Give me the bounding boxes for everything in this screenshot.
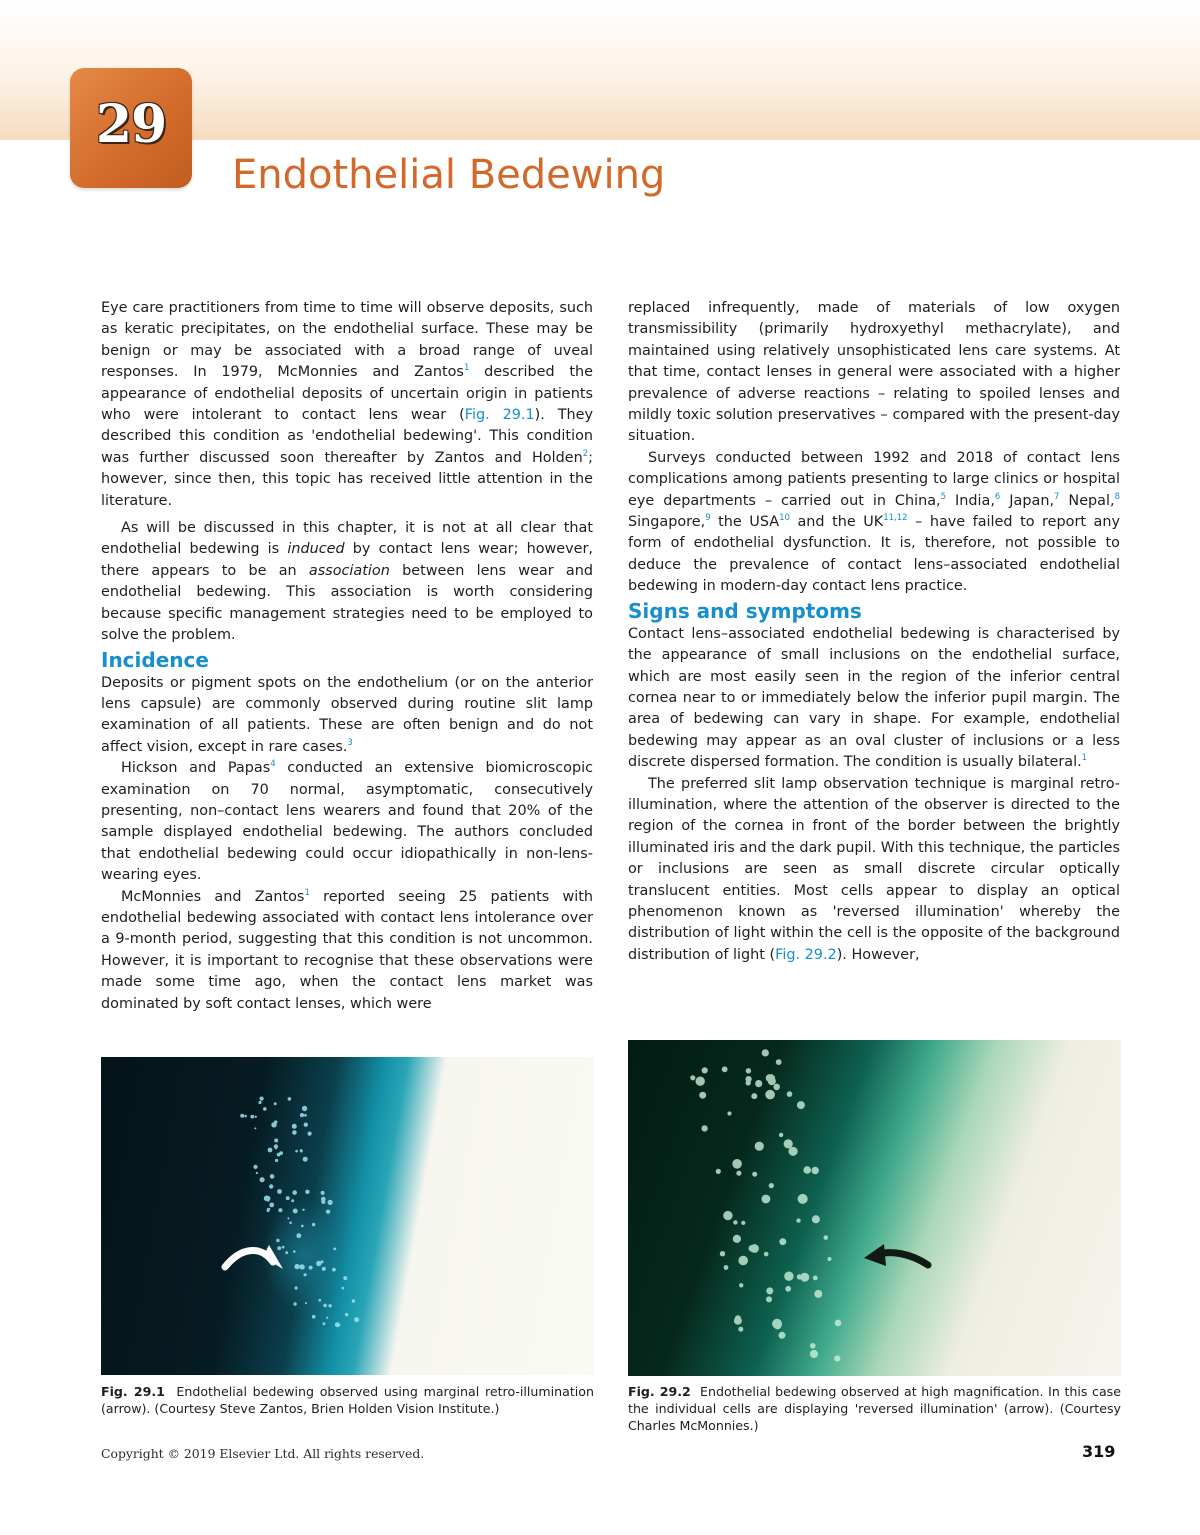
bedewing-dot (326, 1317, 328, 1319)
bedewing-cell (696, 1077, 705, 1086)
bedewing-dot (309, 1266, 313, 1270)
bedewing-dot (328, 1200, 333, 1205)
bedewing-cell (785, 1286, 791, 1292)
bedewing-cell (784, 1272, 793, 1281)
bedewing-dot (328, 1304, 331, 1307)
bedewing-dot (268, 1148, 273, 1153)
bedewing-cell (828, 1257, 832, 1261)
bedewing-cell (835, 1320, 842, 1327)
bedewing-cell (746, 1076, 752, 1082)
bedewing-cell (762, 1049, 769, 1056)
bedewing-dot (240, 1114, 244, 1118)
bedewing-dot (288, 1097, 292, 1101)
paragraph: replaced infrequently, made of materials of low oxygen transmissibility (primarily hydroxyethyl methacrylate), and maintained using relatively unsophisticated lens care systems. At that time, contact lenses in general were associated with a higher prevalence of adverse reactions – relating to spoiled lenses and mildly toxic solution preservatives – compared with the present-day situation. (628, 300, 1120, 445)
bedewing-cell (787, 1091, 793, 1097)
bedewing-dot (302, 1209, 304, 1211)
bedewing-cell (738, 1327, 743, 1332)
bedewing-dot (342, 1287, 345, 1290)
figure-29-2-illustration (628, 1040, 1121, 1376)
bedewing-dot (270, 1174, 275, 1179)
bedewing-cell (755, 1080, 762, 1087)
bedewing-dot (286, 1196, 290, 1200)
bedewing-dot (269, 1203, 274, 1208)
bedewing-cell (738, 1256, 748, 1266)
bedewing-dot (312, 1315, 316, 1319)
bedewing-cell (734, 1317, 742, 1325)
bedewing-dot (260, 1097, 264, 1101)
bedewing-dot (255, 1116, 257, 1118)
bedewing-cell (810, 1343, 816, 1349)
page-number: 319 (1082, 1442, 1116, 1461)
bedewing-dot (296, 1233, 301, 1238)
bedewing-dot (323, 1304, 327, 1308)
bedewing-cell (803, 1166, 811, 1174)
bedewing-cell (720, 1251, 725, 1256)
copyright-notice: Copyright © 2019 Elsevier Ltd. All rights reserved. (101, 1446, 425, 1461)
bedewing-dot (254, 1127, 256, 1129)
citation-ref[interactable]: 7 (1054, 491, 1060, 502)
bedewing-cell (755, 1142, 764, 1151)
bedewing-cell (750, 1244, 759, 1253)
paragraph: Eye care practitioners from time to time will observe deposits, such as keratic precipitates, on the endothelial surface. These may be benign or may be associated with a broad range of uveal responses. In 1979, McMonnies and Zantos$^1$ described the appearance of endothelial deposits of uncertain origin in patients who were intolerant to contact lens wear (Fig. 29.1). They described this condition as 'endothelial bedewing'. This condition was further discussed soon thereafter by Zantos and Holden$^2$; however, since then, this topic has received little attention in the literature. (101, 300, 594, 509)
bedewing-dot (292, 1130, 297, 1135)
bedewing-cell (702, 1067, 708, 1073)
bedewing-dot (278, 1208, 282, 1212)
bedewing-dot (352, 1299, 355, 1302)
bedewing-cell (751, 1093, 757, 1099)
bedewing-cell (736, 1171, 741, 1176)
bedewing-dot (333, 1248, 336, 1251)
citation-ref[interactable]: 8 (1114, 491, 1120, 502)
bedewing-dot (291, 1199, 294, 1202)
bedewing-dot (345, 1313, 348, 1316)
bedewing-dot (312, 1223, 315, 1226)
paragraph: Hickson and Papas$^4$ conducted an extensive biomicroscopic examination on 70 normal, asymptomatic, consecutively presenting, non–contact lens wearers and found that 20% of the sample displayed endothelial bedewing. The authors concluded that endothelial bedewing could occur idiopathically in non-lens-wearing eyes. (101, 759, 593, 884)
citation-ref[interactable]: 1 (463, 363, 470, 374)
bedewing-dot (277, 1246, 281, 1250)
bedewing-cell (813, 1276, 818, 1281)
bedewing-cell (834, 1355, 840, 1361)
bedewing-cell (724, 1265, 729, 1270)
bedewing-cell (769, 1183, 774, 1188)
bedewing-dot (277, 1189, 282, 1194)
figure-29-1-illustration (101, 1057, 594, 1375)
citation-ref[interactable]: 1 (304, 887, 310, 898)
citation-ref[interactable]: 1 (1081, 753, 1088, 764)
bedewing-dot (274, 1102, 277, 1105)
citation-ref[interactable]: 2 (582, 448, 589, 459)
bedewing-cell (732, 1159, 742, 1169)
bedewing-dot (305, 1302, 307, 1304)
bedewing-dot (285, 1251, 288, 1254)
chapter-title: Endothelial Bedewing (232, 152, 666, 198)
figure-29-1-caption: Fig. 29.1 Endothelial bedewing observed using marginal retro-illumination (arrow). (Courtesy Steve Zantos, Brien Holden Vision Institute.) (101, 1384, 594, 1416)
bedewing-dot (275, 1147, 277, 1149)
bedewing-dot (321, 1191, 325, 1195)
left-column (101, 298, 593, 1015)
citation-ref[interactable]: 9 (705, 513, 711, 524)
paragraph: As will be discussed in this chapter, it is not at all clear that endothelial bedewing is induced by contact lens wear; however, there appears to be an association between lens wear and endothelial bedewing. This association is worth considering because specific management strategies need to be employed to solve the problem. (101, 520, 593, 644)
bedewing-dot (292, 1124, 297, 1129)
bedewing-cell (766, 1074, 774, 1082)
bedewing-cell (824, 1235, 829, 1240)
bedewing-cell (739, 1283, 743, 1287)
bedewing-dot (321, 1197, 326, 1202)
bedewing-dot (304, 1123, 308, 1127)
bedewing-dot (304, 1114, 307, 1117)
bedewing-cell (810, 1350, 818, 1358)
bedewing-dot (326, 1210, 330, 1214)
bedewing-dot (318, 1299, 321, 1302)
paragraph: Contact lens–associated endothelial bedewing is characterised by the appearance of small inclusions on the endothelial surface, which are most easily seen in the region of the inferior central cornea near to or immediately below the inferior pupil margin. The area of bedewing can vary in shape. For example, endothelial bedewing may appear as an oval cluster of inclusions or a less discrete dispersed formation. The condition is usually bilateral.$^1$ (628, 625, 1120, 771)
citation-ref[interactable]: 4 (270, 759, 276, 770)
bedewing-dot (250, 1115, 254, 1119)
bedewing-dot (253, 1165, 257, 1169)
bedewing-dot (301, 1225, 304, 1228)
bedewing-cell (746, 1068, 751, 1073)
bedewing-cell (690, 1075, 695, 1080)
bedewing-dot (302, 1106, 307, 1111)
bedewing-cell (727, 1111, 731, 1115)
bedewing-cell (772, 1319, 782, 1329)
bedewing-cell (812, 1215, 820, 1223)
arrow-head-icon (864, 1244, 886, 1266)
bedewing-dot (292, 1190, 297, 1195)
bedewing-dot (300, 1149, 303, 1152)
figure-link[interactable]: Fig. 29.1 (464, 407, 535, 424)
bedewing-dot (294, 1264, 299, 1269)
bedewing-cell (779, 1133, 783, 1137)
bedewing-cell (699, 1092, 706, 1099)
bedewing-dot (305, 1190, 309, 1194)
bedewing-dot (295, 1286, 298, 1289)
bedewing-dot (275, 1159, 278, 1162)
bedewing-dot (293, 1209, 298, 1214)
chapter-number: 29 (95, 94, 167, 155)
bedewing-dot (303, 1157, 308, 1162)
bedewing-cell (766, 1287, 773, 1294)
bedewing-dot (267, 1208, 270, 1211)
bedewing-cell (764, 1252, 769, 1257)
bedewing-dot (276, 1239, 279, 1242)
bedewing-dot (343, 1276, 347, 1280)
bedewing-cell (769, 1091, 773, 1095)
bedewing-dot (308, 1132, 312, 1136)
bedewing-cell (762, 1195, 771, 1204)
bedewing-cell (766, 1296, 772, 1302)
bedewing-cell (814, 1290, 822, 1298)
bedewing-dot (244, 1115, 247, 1118)
bedewing-dot (332, 1268, 336, 1272)
bedewing-dot (322, 1267, 326, 1271)
bedewing-dot (260, 1177, 265, 1182)
bedewing-cell (800, 1273, 809, 1282)
bedewing-dot (256, 1172, 258, 1174)
citation-ref[interactable]: 3 (347, 737, 353, 748)
bedewing-dot (277, 1153, 281, 1157)
figure-link[interactable]: Fig. 29.2 (775, 946, 837, 963)
bedewing-dot (269, 1184, 273, 1188)
bedewing-cell (723, 1211, 732, 1220)
section-heading-signs-and-symptoms: Signs and symptoms (628, 598, 862, 623)
bedewing-cell (722, 1066, 728, 1072)
bedewing-dot (338, 1324, 341, 1327)
bedewing-dot (274, 1120, 277, 1123)
bedewing-dot (293, 1302, 296, 1305)
paragraph: Deposits or pigment spots on the endothelium (or on the anterior lens capsule) are commonly observed during routine slit lamp examination of all patients. These are often benign and do not affect vision, except in rare cases.$^3$ (101, 674, 593, 755)
bedewing-dot (263, 1107, 267, 1111)
bedewing-dot (304, 1273, 307, 1276)
bedewing-cell (797, 1101, 805, 1109)
bedewing-dot (289, 1222, 292, 1225)
bedewing-cell (798, 1194, 808, 1204)
bedewing-cell (779, 1238, 786, 1245)
bedewing-dot (316, 1261, 321, 1266)
chapter-number-badge (70, 68, 192, 188)
bedewing-dot (274, 1139, 278, 1143)
bedewing-dot (299, 1264, 304, 1269)
citation-ref[interactable]: 5 (940, 491, 947, 502)
bedewing-cell (776, 1059, 782, 1065)
figure-label: Fig. 29.1 (101, 1384, 165, 1399)
bedewing-dot (282, 1246, 285, 1249)
figure-label: Fig. 29.2 (628, 1384, 691, 1399)
right-column (628, 298, 1120, 966)
bedewing-cell (716, 1169, 721, 1174)
paragraph: Surveys conducted between 1992 and 2018 of contact lens complications among patients presenting to large clinics or hospital eye departments – carried out in China,$^5$ India,$^6$ Japan,$^7$ Nepal,$^8$ Singapore,$^9$ the USA$^{10}$ and the UK$^{11,12}$ – have failed to report any form of endothelial dysfunction. It is, therefore, not possible to deduce the prevalence of contact lens–associated endothelial bedewing in modern-day contact lens practice. (628, 449, 1120, 595)
paragraph: McMonnies and Zantos$^1$ reported seeing 25 patients with endothelial bedewing associated with contact lens intolerance over a 9-month period, suggesting that this condition is not uncommon. However, it is important to recognise that these observations were made some time ago, when the contact lens market was dominated by soft contact lenses, which were (101, 887, 593, 1012)
bedewing-dot (300, 1113, 304, 1117)
bedewing-cell (741, 1221, 745, 1225)
bedewing-dot (354, 1317, 359, 1322)
bedewing-dot (287, 1217, 289, 1219)
bedewing-dot (293, 1250, 296, 1253)
bedewing-cell (752, 1172, 757, 1177)
bedewing-cell (812, 1167, 819, 1174)
bedewing-cell (779, 1332, 786, 1339)
bedewing-cell (701, 1125, 707, 1131)
bedewing-cell (733, 1235, 741, 1243)
bedewing-dot (295, 1150, 298, 1153)
citation-ref[interactable]: 6 (994, 491, 1001, 502)
section-heading-incidence: Incidence (101, 647, 209, 672)
bedewing-dot (258, 1101, 261, 1104)
paragraph: The preferred slit lamp observation technique is marginal retro-illumination, where the attention of the observer is directed to the region of the cornea in front of the border between the brightly illuminated iris and the dark pupil. With this technique, the particles or inclusions are seen as small discrete circular optically translucent entities. Most cells appear to display an optical phenomenon known as 'reversed illumination' whereby the distribution of light within the cell is the opposite of the background distribution of light (Fig. 29.2). However, (628, 775, 1120, 963)
citation-ref[interactable]: 11,12 (883, 513, 908, 524)
bedewing-cell (796, 1218, 800, 1222)
figure-29-2-caption: Fig. 29.2 Endothelial bedewing observed at high magnification. In this case the individual cells are displaying 'reversed illumination' (arrow). (Courtesy Charles McMonnies.) (628, 1384, 1121, 1433)
figure-29-1-image (101, 1057, 594, 1375)
citation-ref[interactable]: 10 (779, 513, 790, 524)
figure-29-2-image (628, 1040, 1121, 1376)
bedewing-dot (264, 1196, 270, 1202)
bedewing-cell (789, 1147, 798, 1156)
bedewing-cell (773, 1084, 780, 1091)
bedewing-cell (733, 1220, 737, 1224)
bedewing-dot (323, 1322, 326, 1325)
